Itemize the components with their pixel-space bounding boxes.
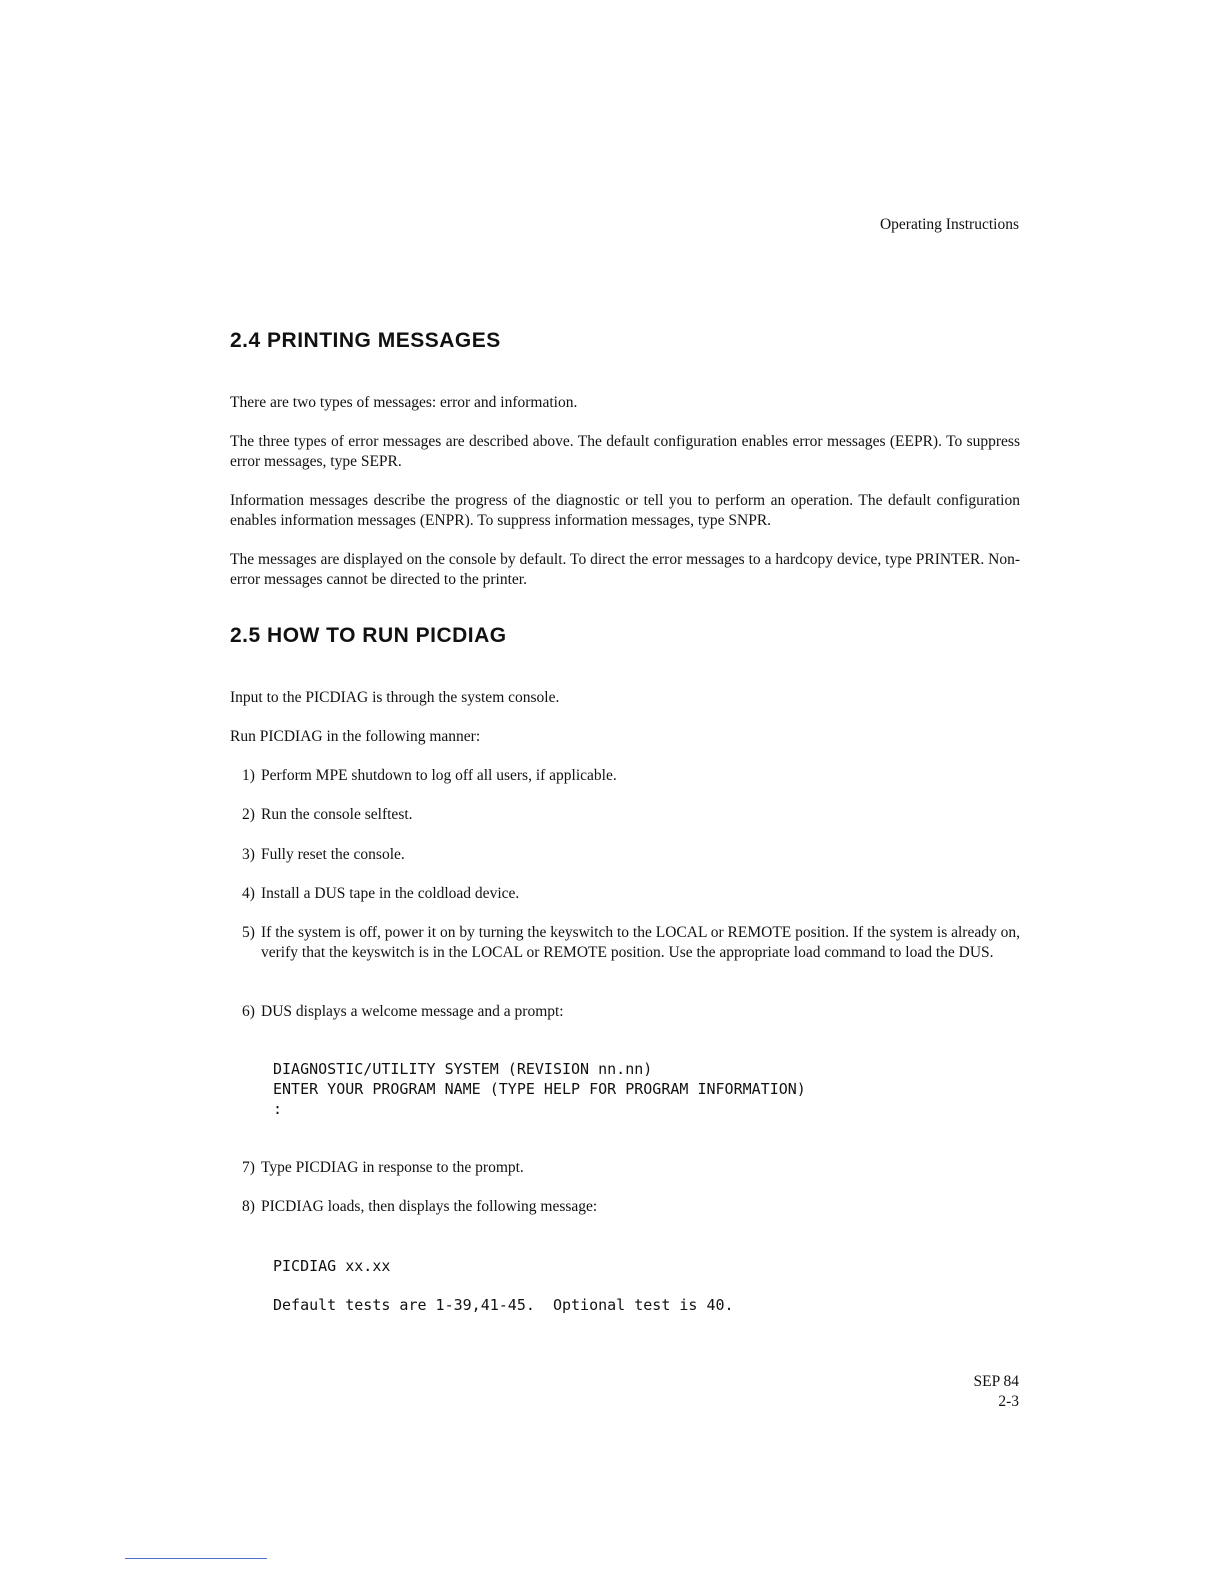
paragraph: There are two types of messages: error and information. <box>230 394 578 411</box>
list-text: Type PICDIAG in response to the prompt. <box>261 1159 524 1176</box>
list-number: 1) <box>242 767 255 784</box>
list-number: 3) <box>242 846 255 863</box>
list-number: 4) <box>242 885 255 902</box>
paragraph: The messages are displayed on the console by default. To direct the error messages to a hardcopy device, type PRINTER. Non-error messages cannot be directed to the printer. <box>230 551 1020 588</box>
code-line: Default tests are 1-39,41-45. Optional test is 40. <box>273 1296 734 1314</box>
paragraph: Information messages describe the progress of the diagnostic or tell you to perform an operation. The default configuration enables information messages (ENPR). To suppress information messages, type SNPR. <box>230 492 1020 529</box>
running-header: Operating Instructions <box>879 216 1019 233</box>
list-item <box>242 805 1020 825</box>
list-number: 8) <box>242 1198 255 1215</box>
page-number: 2-3 <box>998 1392 1019 1410</box>
section-heading-2-5: 2.5 HOW TO RUN PICDIAG <box>230 624 507 647</box>
list-text: DUS displays a welcome message and a prompt: <box>261 1003 564 1020</box>
list-item <box>242 1197 1020 1217</box>
list-item <box>242 923 1020 962</box>
paragraph: Input to the PICDIAG is through the system console. <box>230 689 560 706</box>
list-number: 5) <box>242 924 255 941</box>
section-heading-2-4: 2.4 PRINTING MESSAGES <box>230 329 501 352</box>
list-item <box>242 1002 1020 1022</box>
list-item <box>242 1158 1020 1178</box>
footer-date: SEP 84 <box>973 1373 1019 1390</box>
list-item <box>242 766 1020 786</box>
code-line: : <box>273 1100 283 1118</box>
list-number: 2) <box>242 806 255 823</box>
list-item <box>242 884 1020 904</box>
list-text: Fully reset the console. <box>261 846 405 863</box>
list-number: 7) <box>242 1159 255 1176</box>
list-text: Install a DUS tape in the coldload device. <box>261 885 520 902</box>
page-footer <box>973 1372 1019 1411</box>
list-text: If the system is off, power it on by turning the keyswitch to the LOCAL or REMOTE position. If the system is already on, verify that the keyswitch is in the LOCAL or REMOTE position. Use the appropriate load command to load the DUS. <box>261 924 1020 961</box>
code-line: PICDIAG xx.xx <box>273 1257 391 1275</box>
list-text: Perform MPE shutdown to log off all users, if applicable. <box>261 767 617 784</box>
code-line: DIAGNOSTIC/UTILITY SYSTEM (REVISION nn.nn) <box>273 1060 653 1078</box>
bottom-rule <box>125 1558 267 1559</box>
paragraph: Run PICDIAG in the following manner: <box>230 728 481 745</box>
list-text: Run the console selftest. <box>261 806 413 823</box>
list-text: PICDIAG loads, then displays the following message: <box>261 1198 598 1215</box>
paragraph: The three types of error messages are described above. The default configuration enables error messages (EEPR). To suppress error messages, type SEPR. <box>230 433 1020 470</box>
code-line: ENTER YOUR PROGRAM NAME (TYPE HELP FOR PROGRAM INFORMATION) <box>273 1080 806 1098</box>
list-number: 6) <box>242 1003 255 1020</box>
list-item <box>242 845 1020 865</box>
